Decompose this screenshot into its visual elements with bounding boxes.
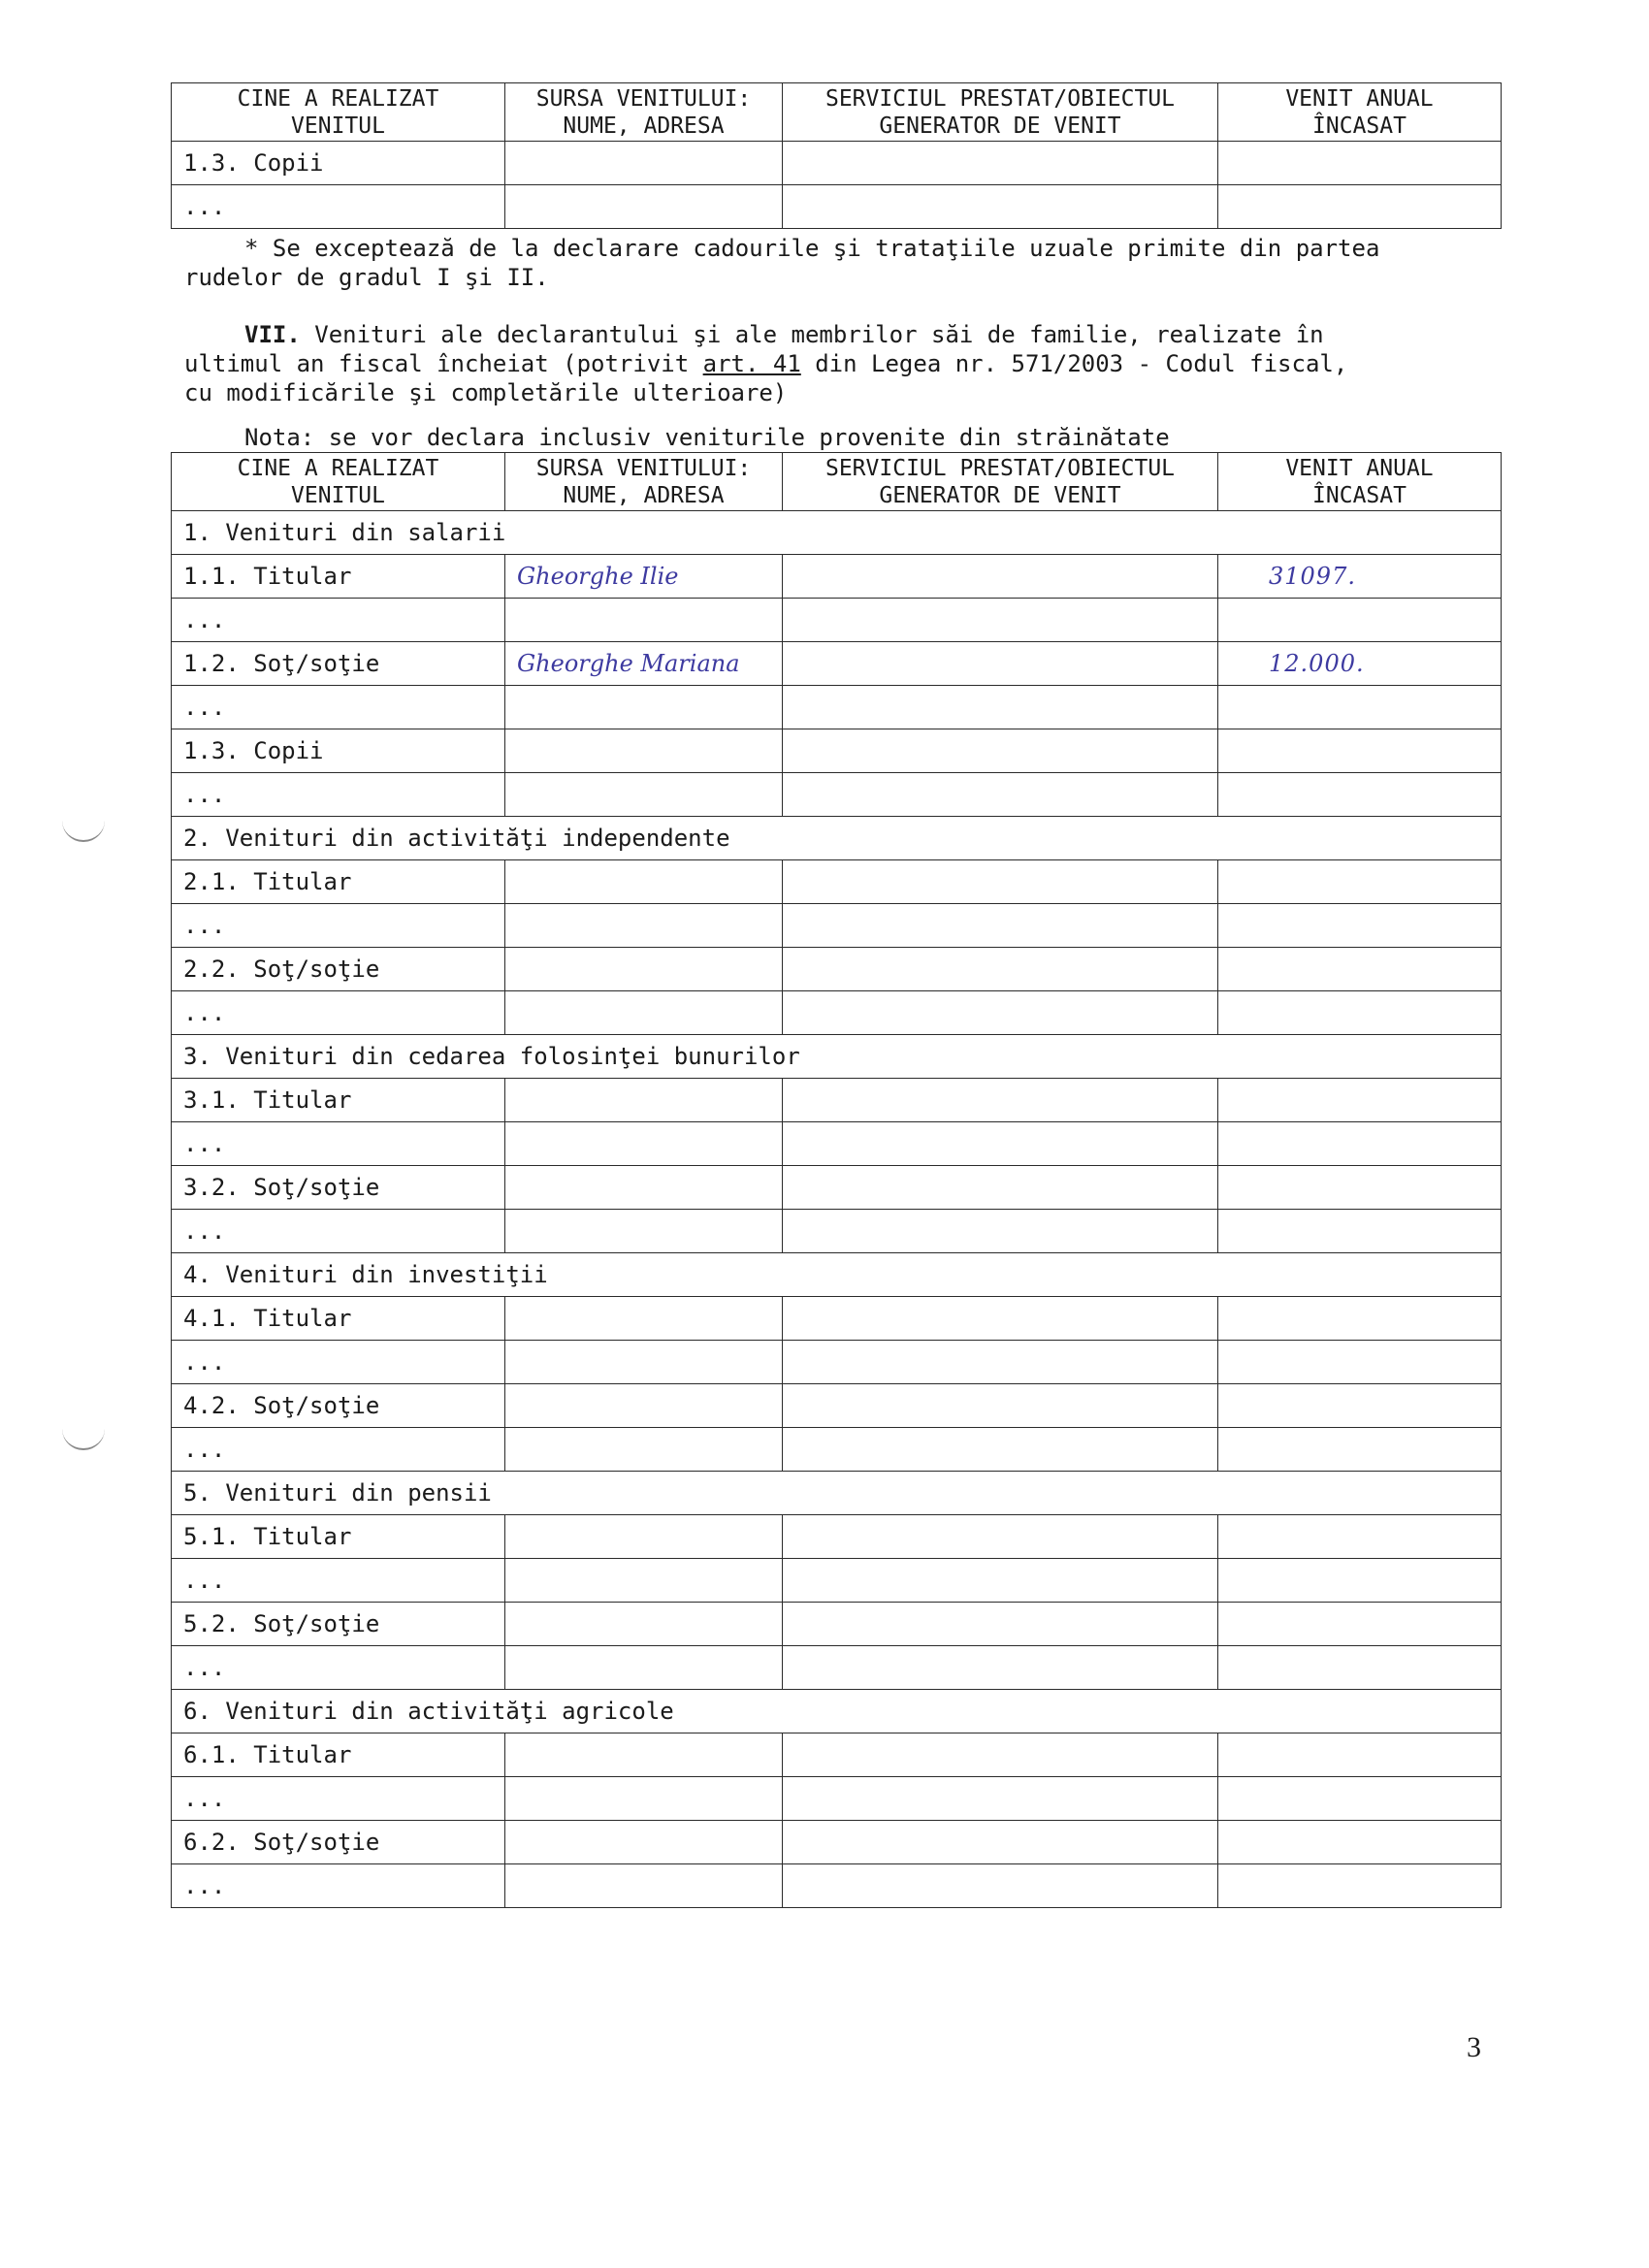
table-row: [172, 599, 1502, 642]
cell-service: [783, 1733, 1218, 1777]
cell-source: [505, 1864, 783, 1908]
cell-service: [783, 1777, 1218, 1821]
cell-source: [505, 773, 783, 817]
cell-source: [505, 729, 783, 773]
cell-source: [505, 1646, 783, 1690]
cell-who: 5.1. Titular: [172, 1515, 505, 1559]
cell-service: [783, 599, 1218, 642]
table-row: [172, 1079, 1502, 1122]
cell-income: [1218, 1122, 1502, 1166]
cell-who: 1.1. Titular: [172, 555, 505, 599]
cell-service: [783, 1864, 1218, 1908]
section-vii-line-3: cu modificările şi completările ulterioare): [184, 379, 788, 406]
cell-service: [783, 555, 1218, 599]
cell-who: 4.2. Soţ/soţie: [172, 1384, 505, 1428]
cell-service: [783, 1821, 1218, 1864]
table-row: [172, 948, 1502, 991]
cell-service: [783, 729, 1218, 773]
cell-income: [1218, 1515, 1502, 1559]
cell-source: [505, 142, 783, 185]
table-row: [172, 860, 1502, 904]
table-row: [172, 555, 1502, 599]
cell-who: ...: [172, 185, 505, 229]
cell-source: [505, 1821, 783, 1864]
footnote-line-1: * Se exceptează de la declarare cadourile şi trataţiile uzuale primite din partea: [244, 235, 1380, 262]
law-article-link[interactable]: art. 41: [702, 350, 801, 377]
cell-income: [1218, 1297, 1502, 1341]
cell-source: [505, 1515, 783, 1559]
section-vii-number: VII.: [244, 321, 301, 348]
cell-service: [783, 860, 1218, 904]
cell-income: [1218, 599, 1502, 642]
table-row: [172, 1733, 1502, 1777]
section-row: [172, 817, 1502, 860]
cell-income: [1218, 1341, 1502, 1384]
cell-income: [1218, 948, 1502, 991]
punch-hole-mark: [62, 1423, 105, 1450]
section-label: 4. Venituri din investiţii: [172, 1253, 1502, 1297]
cell-income: [1218, 142, 1502, 185]
table-row: [172, 1559, 1502, 1603]
cell-service: [783, 991, 1218, 1035]
cell-source: [505, 860, 783, 904]
cell-who: ...: [172, 904, 505, 948]
cell-service: [783, 1603, 1218, 1646]
cell-source: [505, 599, 783, 642]
cell-who: ...: [172, 1646, 505, 1690]
footnote-line-2: rudelor de gradul I şi II.: [184, 264, 549, 291]
table-row: [172, 1384, 1502, 1428]
cell-income: [1218, 1733, 1502, 1777]
section-vii-note: Nota: se vor declara inclusiv veniturile provenite din străinătate: [244, 424, 1170, 451]
cell-source: [505, 1603, 783, 1646]
cell-service: [783, 1122, 1218, 1166]
cell-income: [1218, 1603, 1502, 1646]
section-row: [172, 1253, 1502, 1297]
table-row: [172, 1646, 1502, 1690]
cell-income: [1218, 729, 1502, 773]
cell-income: [1218, 1166, 1502, 1210]
cell-service: [783, 642, 1218, 686]
table-row: [172, 1603, 1502, 1646]
section-vii-line-2: [184, 349, 1347, 378]
section-row: [172, 511, 1502, 555]
cell-service: [783, 1079, 1218, 1122]
header-who: CINE A REALIZAT VENITUL: [172, 83, 505, 142]
cell-who: ...: [172, 1428, 505, 1472]
table-header-row: [172, 83, 1502, 142]
cell-income: [1218, 991, 1502, 1035]
cell-source: [505, 1777, 783, 1821]
cell-who: ...: [172, 1864, 505, 1908]
table-row: [172, 991, 1502, 1035]
cell-income: [1218, 185, 1502, 229]
cell-service: [783, 773, 1218, 817]
table-row: [172, 142, 1502, 185]
cell-who: 6.1. Titular: [172, 1733, 505, 1777]
income-table: [171, 452, 1502, 1908]
cell-who: ...: [172, 1341, 505, 1384]
cell-income: 12.000.: [1218, 642, 1502, 686]
cell-service: [783, 686, 1218, 729]
header-service: SERVICIUL PRESTAT/OBIECTUL GENERATOR DE VENIT: [783, 83, 1218, 142]
table-row: [172, 1428, 1502, 1472]
cell-source: Gheorghe Ilie: [505, 555, 783, 599]
cell-who: ...: [172, 686, 505, 729]
cell-service: [783, 948, 1218, 991]
section-row: [172, 1035, 1502, 1079]
header-source: SURSA VENITULUI: NUME, ADRESA: [505, 83, 783, 142]
cell-source: [505, 1428, 783, 1472]
punch-hole-mark: [62, 815, 105, 842]
cell-income: [1218, 773, 1502, 817]
table-row: [172, 185, 1502, 229]
cell-income: [1218, 1864, 1502, 1908]
table-row: [172, 686, 1502, 729]
section-row: [172, 1690, 1502, 1733]
cell-service: [783, 185, 1218, 229]
cell-who: 1.3. Copii: [172, 142, 505, 185]
section-vii-line-1: [244, 320, 1324, 349]
cell-service: [783, 1515, 1218, 1559]
cell-source: [505, 1733, 783, 1777]
cell-service: [783, 1341, 1218, 1384]
cell-who: ...: [172, 1122, 505, 1166]
section-vii-text: ultimul an fiscal încheiat (potrivit: [184, 350, 703, 377]
cell-source: Gheorghe Mariana: [505, 642, 783, 686]
table-row: [172, 1297, 1502, 1341]
cell-who: ...: [172, 1777, 505, 1821]
section-vii-title: Venituri ale declarantului şi ale membrilor săi de familie, realizate în: [300, 321, 1324, 348]
cell-income: 31097.: [1218, 555, 1502, 599]
cell-income: [1218, 1777, 1502, 1821]
cell-income: [1218, 1210, 1502, 1253]
cell-service: [783, 1428, 1218, 1472]
cell-who: 3.1. Titular: [172, 1079, 505, 1122]
header-income: VENIT ANUAL ÎNCASAT: [1218, 83, 1502, 142]
cell-who: 2.1. Titular: [172, 860, 505, 904]
cell-income: [1218, 1559, 1502, 1603]
cell-service: [783, 904, 1218, 948]
cell-source: [505, 1210, 783, 1253]
section-label: 1. Venituri din salarii: [172, 511, 1502, 555]
cell-who: ...: [172, 1210, 505, 1253]
cell-source: [505, 1079, 783, 1122]
table-row: [172, 773, 1502, 817]
cell-who: 4.1. Titular: [172, 1297, 505, 1341]
table-row: [172, 1166, 1502, 1210]
cell-income: [1218, 860, 1502, 904]
cell-who: 6.2. Soţ/soţie: [172, 1821, 505, 1864]
cell-source: [505, 185, 783, 229]
cell-who: ...: [172, 773, 505, 817]
section-label: 6. Venituri din activităţi agricole: [172, 1690, 1502, 1733]
header-source: SURSA VENITULUI: NUME, ADRESA: [505, 453, 783, 511]
cell-service: [783, 1297, 1218, 1341]
header-income: VENIT ANUAL ÎNCASAT: [1218, 453, 1502, 511]
cell-source: [505, 1341, 783, 1384]
income-table-continued: [171, 82, 1502, 229]
cell-source: [505, 904, 783, 948]
cell-source: [505, 686, 783, 729]
cell-who: ...: [172, 991, 505, 1035]
table-row: [172, 1515, 1502, 1559]
section-label: 3. Venituri din cedarea folosinţei bunurilor: [172, 1035, 1502, 1079]
cell-service: [783, 1646, 1218, 1690]
cell-source: [505, 1384, 783, 1428]
cell-source: [505, 991, 783, 1035]
cell-who: ...: [172, 1559, 505, 1603]
cell-source: [505, 948, 783, 991]
cell-source: [505, 1559, 783, 1603]
cell-who: 5.2. Soţ/soţie: [172, 1603, 505, 1646]
cell-source: [505, 1166, 783, 1210]
page-number: 3: [1467, 2031, 1481, 2063]
cell-income: [1218, 1384, 1502, 1428]
table-row: [172, 1341, 1502, 1384]
table-row: [172, 1864, 1502, 1908]
table-row: [172, 1777, 1502, 1821]
section-label: 2. Venituri din activităţi independente: [172, 817, 1502, 860]
cell-service: [783, 1559, 1218, 1603]
cell-service: [783, 1210, 1218, 1253]
cell-who: 1.3. Copii: [172, 729, 505, 773]
cell-income: [1218, 686, 1502, 729]
cell-income: [1218, 1079, 1502, 1122]
table-row: [172, 642, 1502, 686]
cell-who: ...: [172, 599, 505, 642]
table-row: [172, 1821, 1502, 1864]
section-label: 5. Venituri din pensii: [172, 1472, 1502, 1515]
table-row: [172, 904, 1502, 948]
section-row: [172, 1472, 1502, 1515]
table-row: [172, 1210, 1502, 1253]
table-row: [172, 729, 1502, 773]
cell-who: 2.2. Soţ/soţie: [172, 948, 505, 991]
cell-income: [1218, 1428, 1502, 1472]
cell-who: 3.2. Soţ/soţie: [172, 1166, 505, 1210]
cell-income: [1218, 1646, 1502, 1690]
cell-service: [783, 1384, 1218, 1428]
cell-who: 1.2. Soţ/soţie: [172, 642, 505, 686]
cell-income: [1218, 904, 1502, 948]
table-row: [172, 1122, 1502, 1166]
cell-service: [783, 142, 1218, 185]
header-who: CINE A REALIZAT VENITUL: [172, 453, 505, 511]
header-service: SERVICIUL PRESTAT/OBIECTUL GENERATOR DE VENIT: [783, 453, 1218, 511]
section-vii-text: din Legea nr. 571/2003 - Codul fiscal,: [800, 350, 1348, 377]
cell-income: [1218, 1821, 1502, 1864]
cell-source: [505, 1297, 783, 1341]
cell-source: [505, 1122, 783, 1166]
table-header-row: [172, 453, 1502, 511]
cell-service: [783, 1166, 1218, 1210]
